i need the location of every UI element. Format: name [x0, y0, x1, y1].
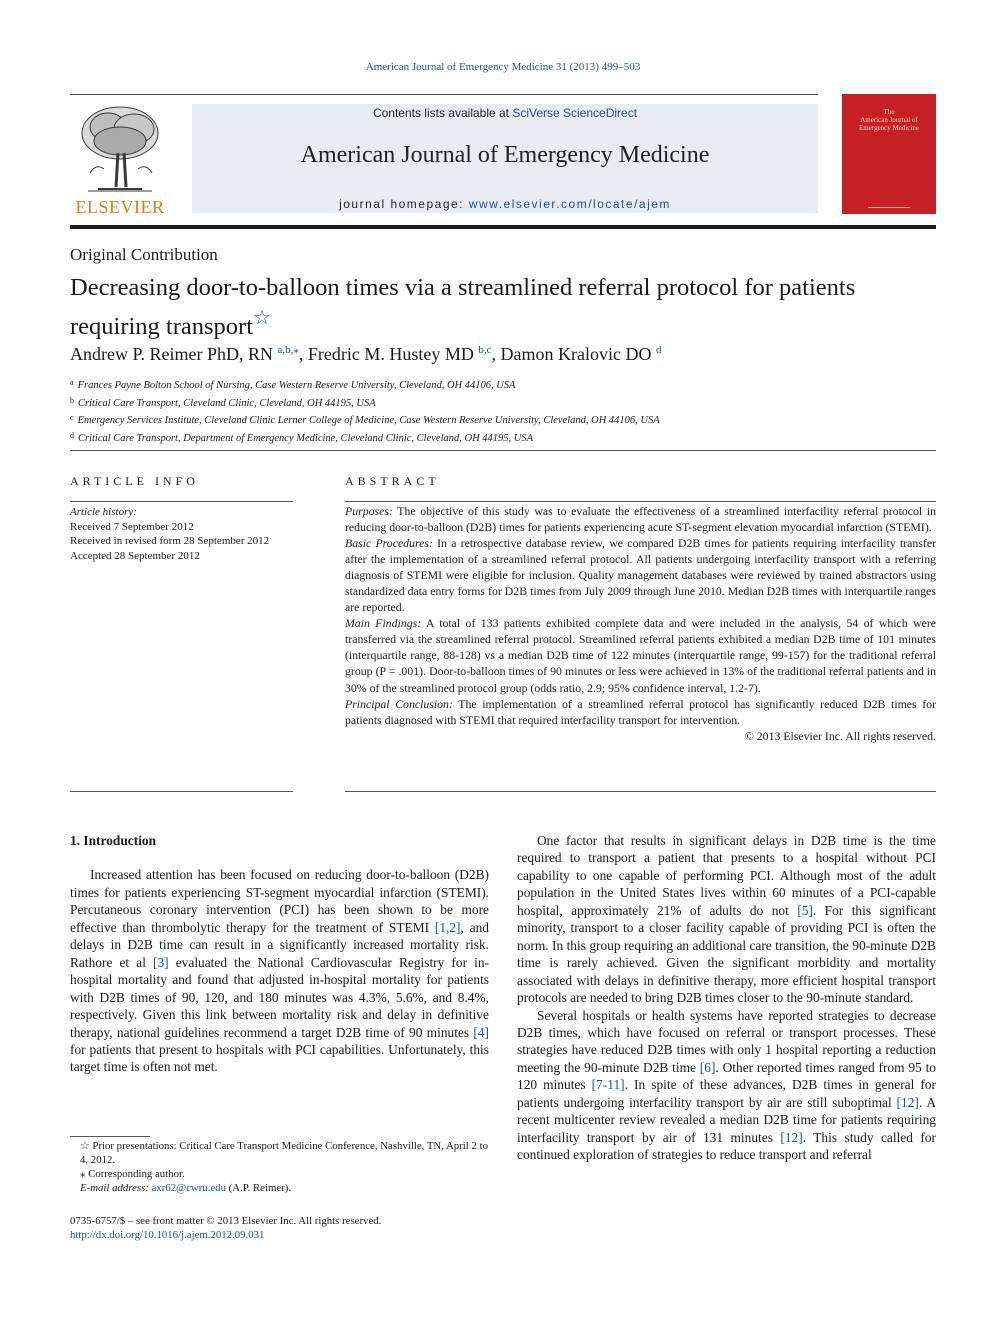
- article-title-line-2: [70, 303, 936, 342]
- contents-prefix: Contents lists available at: [372, 106, 513, 120]
- body-paragraph: [517, 832, 936, 1007]
- abstract-text: The objective of this study was to evaluate the effectiveness of a streamlined interfacility referral protocol in reducing door-to-balloon (D2B) times for patients experiencing acute ST-segment elevation myocardial infarction (STEMI).: [345, 504, 936, 535]
- cover-title-line: American Journal of: [860, 116, 918, 124]
- body-column-left: [70, 832, 489, 1076]
- affiliation-mark: d: [70, 430, 74, 440]
- body-text: . For this significant minority, transport to a closer facility capable of providing PCI is often the norm. In this group requiring an additional care transition, the 90-minute D2B time is rarely achieved. Given the significant morbidity and mortality associated with delays in definitive therapy, more efficient hospital transport protocols are needed to bring D2B times closer to the 90-minute standard.: [517, 902, 936, 1006]
- author-affiliation-marks[interactable]: a,b,⁎: [277, 344, 299, 356]
- abstract-rule: [345, 501, 936, 502]
- citation-link[interactable]: [6]: [699, 1059, 716, 1075]
- elsevier-tree-icon: [78, 103, 162, 195]
- abstract-label: Principal Conclusion:: [345, 696, 453, 711]
- affiliation-text: Critical Care Transport, Cleveland Clinic, Cleveland, OH 44195, USA: [78, 397, 376, 409]
- abstract-body: [345, 503, 936, 744]
- title-footnote-star-icon[interactable]: ☆: [253, 307, 271, 329]
- footnote-rule: [70, 1136, 150, 1137]
- affiliation-mark: c: [70, 413, 74, 422]
- body-text: Several hospitals or health systems have reported strategies to decrease D2B times, which have focused on referral or transport processes. These strategies have reduced D2B times with only 1 hospital reporting a reduction meeting the 90-minute D2B time: [517, 1007, 936, 1075]
- body-paragraph: [517, 1007, 936, 1164]
- article-info-heading: ARTICLE INFO: [70, 474, 199, 488]
- email-link[interactable]: axr62@cwru.edu: [151, 1182, 226, 1194]
- article-title: [70, 273, 936, 342]
- email-label: E-mail address:: [80, 1182, 149, 1194]
- body-text: . Other reported times ranged from 95 to 120 minutes: [517, 1059, 936, 1093]
- author-list: [70, 343, 936, 365]
- body-text: evaluated the National Cardiovascular Registry for in-hospital mortality and found that adjusted in-hospital mortality for patients with D2B times of 90, 120, and 180 minutes was 4.3%, 5.6%, and 8.4%, respectively. Given this link between mortality risk and delay in definitive therapy, national guidelines recommend a target D2B time of 90 minutes: [70, 954, 490, 1040]
- affiliation-text: Critical Care Transport, Department of Emergency Medicine, Cleveland Clinic, Cleveland, OH 44195, USA: [78, 432, 534, 444]
- citation-link[interactable]: [7-11]: [591, 1077, 625, 1093]
- abstract-label: Purposes:: [345, 504, 393, 518]
- affiliation-item: [70, 394, 936, 412]
- author-name[interactable]: Andrew P. Reimer PhD, RN: [70, 344, 273, 364]
- affiliation-mark: a: [70, 378, 74, 387]
- abstract-copyright: © 2013 Elsevier Inc. All rights reserved.: [744, 728, 936, 743]
- journal-name: American Journal of Emergency Medicine: [300, 142, 710, 168]
- body-column-right: [517, 832, 936, 1164]
- affiliation-text: Emergency Services Institute, Cleveland Clinic Lerner College of Medicine, Case Western Reserve University, Cleveland, OH 44106, USA: [77, 415, 660, 426]
- section-heading-introduction: 1. Introduction: [70, 833, 157, 848]
- cover-title-line: The: [883, 108, 895, 116]
- footnote-email: [70, 1181, 489, 1195]
- author-separator: ,: [491, 344, 501, 364]
- abstract-bottom-rule: [345, 791, 936, 792]
- affiliation-item: [70, 376, 936, 394]
- body-text: . A recent multicenter review revealed a median D2B time for patients requiring interfacility transport by air of 131 minutes: [517, 1094, 936, 1145]
- citation-link[interactable]: [1,2]: [434, 919, 461, 935]
- body-paragraph: [70, 866, 489, 1075]
- footnote-text: Corresponding author.: [85, 1168, 185, 1180]
- doi-link[interactable]: http://dx.doi.org/10.1016/j.ajem.2012.09.031: [70, 1229, 265, 1241]
- elsevier-logo[interactable]: [70, 103, 170, 215]
- footnotes: [70, 1139, 489, 1195]
- citation-link[interactable]: [12]: [896, 1094, 919, 1110]
- citation-link[interactable]: [4]: [473, 1024, 489, 1040]
- article-title-line: Decreasing door-to-balloon times via a streamlined referral protocol for patients: [70, 274, 856, 301]
- abstract-purposes: [345, 503, 936, 535]
- footnote-star-icon: ☆: [80, 1140, 90, 1152]
- article-history: [70, 505, 293, 563]
- journal-cover-thumbnail[interactable]: [842, 94, 936, 214]
- abstract-label: Basic Procedures:: [345, 536, 433, 551]
- page-footer: [70, 1214, 570, 1242]
- history-received: Received 7 September 2012: [70, 520, 194, 533]
- affiliation-text: Frances Payne Bolton School of Nursing, Case Western Reserve University, Cleveland, OH 44106, USA: [77, 380, 516, 391]
- affiliation-item: [70, 429, 936, 447]
- author-name[interactable]: Fredric M. Hustey MD: [307, 344, 474, 364]
- author-separator: ,: [298, 344, 308, 364]
- header-top-rule: [70, 94, 818, 95]
- author-affiliation-marks[interactable]: b,c: [478, 344, 492, 356]
- journal-citation-link[interactable]: American Journal of Emergency Medicine 31 (2013) 499–503: [365, 61, 641, 73]
- contents-availability-line: [192, 106, 818, 120]
- author-affiliation-marks[interactable]: d: [655, 344, 662, 356]
- footnote-presentation: [70, 1139, 489, 1167]
- abstract-text: A total of 133 patients exhibited complete data and were included in the analysis, 54 of which were transferred via the streamlined referral protocol. Streamlined referral patients exhibited a median D2B time of 101 minutes (interquartile range, 88-128) vs a median D2B time of 122 minutes (interquartile range, 99-157) for the traditional referral group (P = .001). Door-to-balloon times of 90 minutes or less were achieved in 13% of the traditional referral patients and in 30% of the streamlined protocol group (odds ratio, 2.9; 95% confidence interval, 1.2-7).: [345, 616, 936, 695]
- history-accepted: Accepted 28 September 2012: [70, 549, 200, 562]
- body-text: . In spite of these advances, D2B times in general for patients undergoing interfacility transport by air are still suboptimal: [517, 1077, 937, 1110]
- citation-link[interactable]: [5]: [797, 902, 813, 918]
- affiliation-mark: b: [70, 395, 74, 405]
- cover-title: [842, 108, 936, 132]
- body-text: . This study called for continued exploration of strategies to reduce transport and referral: [517, 1129, 936, 1163]
- affiliation-list: [70, 376, 936, 446]
- footnote-corresponding: [70, 1167, 489, 1181]
- abstract-conclusion: [345, 696, 936, 728]
- journal-homepage-link[interactable]: www.elsevier.com/locate/ajem: [468, 197, 671, 211]
- homepage-prefix: journal homepage:: [339, 197, 469, 211]
- body-text: for patients that present to hospitals with PCI capabilities. Unfortunately, this target time is often not met.: [70, 1041, 489, 1075]
- body-text: , and delays in D2B time can result in a significantly increased mortality risk. Rathore et al: [70, 919, 489, 970]
- masthead-divider: [70, 225, 936, 229]
- footnote-asterisk-icon: ⁎: [80, 1168, 86, 1180]
- author-name[interactable]: Damon Kralovic DO: [500, 344, 652, 364]
- elsevier-wordmark: ELSEVIER: [75, 197, 165, 217]
- title-divider: [70, 450, 936, 451]
- abstract-procedures: [345, 535, 936, 615]
- sciencedirect-link[interactable]: SciVerse ScienceDirect: [512, 106, 638, 120]
- footnote-text: Prior presentations: Critical Care Transport Medicine Conference, Nashville, TN, April 2 to 4, 2012.: [80, 1140, 488, 1166]
- abstract-label: Main Findings:: [345, 616, 422, 631]
- abstract-findings: [345, 615, 936, 695]
- issn-line: 0735-6757/$ – see front matter © 2013 Elsevier Inc. All rights reserved.: [70, 1215, 382, 1227]
- cover-title-line: Emergency Medicine: [859, 124, 919, 132]
- cover-footer-mark: [868, 207, 910, 208]
- body-text: Increased attention has been focused on reducing door-to-balloon (D2B) times for patients experiencing ST-segment myocardial infarction (STEMI). Percutaneous coronary intervention (PCI) has been shown to be more effective than thrombolytic therapy for the treatment of STEMI: [70, 867, 489, 935]
- article-info-bottom-rule: [70, 791, 293, 792]
- article-type: Original Contribution: [70, 245, 218, 264]
- article-title-text: requiring transport: [70, 313, 254, 340]
- history-revised: Received in revised form 28 September 2012: [70, 535, 270, 547]
- footnote-text: (A.P. Reimer).: [225, 1182, 292, 1194]
- citation-link[interactable]: [12]: [780, 1129, 803, 1145]
- abstract-heading: ABSTRACT: [345, 474, 440, 488]
- journal-homepage-line: [192, 197, 818, 211]
- abstract-text: In a retrospective database review, we compared D2B times for patients requiring interfacility transfer after the implementation of a streamlined referral protocol. All patients undergoing interfacility transport with a referring diagnosis of STEMI were eligible for inclusion. Quality management databases were reviewed by trained abstractors using standardized data entry forms for D2B times from July 2009 through June 2010. Median D2B times with interquartile ranges are reported.: [345, 536, 936, 615]
- body-text: One factor that results in significant delays in D2B time is the time required to transport a patient that presents to a hospital without PCI capability to one capable of performing PCI. Although most of the adult population in the United States lives within 60 minutes of a PCI-capable hospital, approximately 21% of adults do not: [517, 833, 936, 918]
- affiliation-item: [70, 411, 936, 429]
- citation-link[interactable]: [3]: [153, 954, 169, 970]
- abstract-text: The implementation of a streamlined referral protocol has significantly reduced D2B times for patients diagnosed with STEMI that required interfacility transport for intervention.: [345, 696, 937, 727]
- history-label: Article history:: [70, 506, 137, 518]
- article-info-rule: [70, 501, 293, 502]
